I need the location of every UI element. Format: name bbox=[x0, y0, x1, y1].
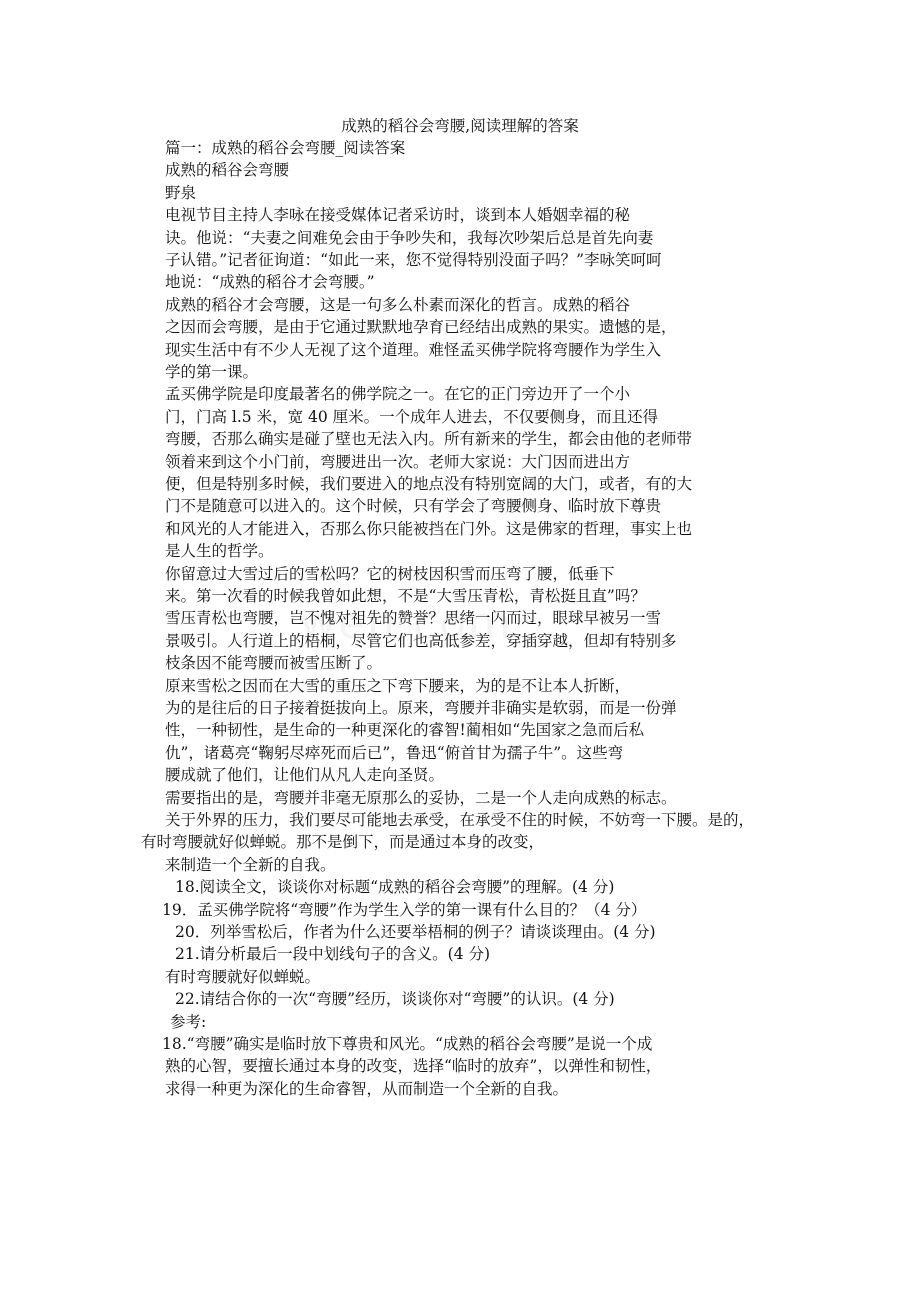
text-line: 原来雪松之因而在大雪的重压之下弯下腰来，为的是不让本人折断， bbox=[165, 676, 631, 695]
text-line: 孟买佛学院是印度最著名的佛学院之一。在它的正门旁边开了一个小 bbox=[165, 385, 631, 404]
text-line: 之因而会弯腰，是由于它通过默默地孕育已经结出成熟的果实。遗憾的是， bbox=[165, 318, 677, 337]
text-line: 为的是往后的日子接着挺拔向上。原来，弯腰并非确实是软弱，而是一份弹 bbox=[165, 699, 677, 717]
text-line: 便，但是特别多时候，我们要进入的地点没有特别宽阔的大门，或者，有的大 bbox=[165, 475, 693, 493]
text-line: 领着来到这个小门前，弯腰进出一次。老师大家说：大门因而进出方 bbox=[165, 452, 631, 471]
text-line: 弯腰，否那么确实是碰了壁也无法入内。所有新来的学生，都会由他的老师带 bbox=[165, 430, 693, 449]
text-line: 来制造一个全新的自我。 bbox=[165, 855, 336, 874]
text-line: 22.请结合你的一次“弯腰”经历，谈谈你对“弯腰”的认识。(4 分) bbox=[175, 990, 615, 1009]
text-line: 求得一种更为深化的生命睿智，从而制造一个全新的自我。 bbox=[165, 1079, 569, 1098]
text-line: 腰成就了他们，让他们从凡人走向圣贤。 bbox=[165, 766, 445, 785]
text-line: 野泉 bbox=[165, 183, 197, 202]
text-line: 参考: bbox=[170, 1012, 207, 1031]
text-line: 门不是随意可以进入的。这个时候，只有学会了弯腰侧身、临时放下尊贵 bbox=[165, 497, 662, 516]
text-line: 子认错。”记者征询道：“如此一来，您不觉得特别没面子吗？”李咏笑呵呵 bbox=[165, 251, 662, 269]
text-line: 熟的心智，要擅长通过本身的改变，选择“临时的放弃”，以弹性和韧性， bbox=[165, 1057, 662, 1076]
text-line: 需要指出的是，弯腰并非毫无原那么的妥协，二是一个人走向成熟的标志。 bbox=[165, 788, 677, 807]
text-line: 学的第一课。 bbox=[165, 363, 259, 381]
text-line: 你留意过大雪过后的雪松吗？它的树枝因积雪而压弯了腰，低垂下 bbox=[165, 564, 615, 583]
text-line: 是人生的哲学。 bbox=[165, 542, 274, 561]
text-line: 18.阅读全文，谈谈你对标题“成熟的稻谷会弯腰”的理解。(4 分) bbox=[175, 878, 615, 897]
text-line: 成熟的稻谷才会弯腰，这是一句多么朴素而深化的哲言。成熟的稻谷 bbox=[165, 295, 631, 314]
text-line: 景吸引。人行道上的梧桐，尽管它们也高低参差，穿插穿越，但却有特别多 bbox=[165, 631, 677, 650]
text-line: 18.“弯腰”确实是临时放下尊贵和风光。“成熟的稻谷会弯腰”是说一个成 bbox=[162, 1035, 653, 1053]
text-line: 性，一种韧性，是生命的一种更深化的睿智!蔺相如“先国家之急而后私 bbox=[165, 721, 645, 740]
text-line: 地说：“成熟的稻谷才会弯腰。” bbox=[165, 273, 375, 292]
text-line: 20．列举雪松后，作者为什么还要举梧桐的例子？请谈谈理由。(4 分) bbox=[175, 923, 656, 941]
text-line: 篇一：成熟的稻谷会弯腰_阅读答案 bbox=[165, 139, 406, 157]
text-line: 电视节目主持人李咏在接受媒体记者采访时，谈到本人婚姻幸福的秘 bbox=[165, 206, 631, 225]
text-line: 19．孟买佛学院将“弯腰”作为学生入学的第一课有什么目的？（4 分） bbox=[162, 900, 647, 919]
text-line: 枝条因不能弯腰而被雪压断了。 bbox=[165, 654, 383, 673]
text-line: 门，门高 l.5 米，宽 40 厘米。一个成年人进去，不仅要侧身，而且还得 bbox=[165, 407, 659, 426]
text-line: 21.请分析最后一段中划线句子的含义。(4 分) bbox=[175, 945, 491, 964]
text-line: 来。第一次看的时候我曾如此想，不是“大雪压青松，青松挺且直”吗？ bbox=[165, 587, 646, 605]
text-line: 和风光的人才能进入，否那么你只能被挡在门外。这是佛家的哲理，事实上也 bbox=[165, 519, 693, 538]
text-line: 有时弯腰就好似蝉蜕。 bbox=[165, 967, 321, 986]
document-title: 成熟的稻谷会弯腰,阅读理解的答案 bbox=[341, 117, 579, 135]
text-line: 成熟的稻谷会弯腰 bbox=[165, 161, 290, 180]
text-line: 雪压青松也弯腰，岂不愧对祖先的赞誉？思绪一闪而过，眼球早被另一雪 bbox=[165, 609, 662, 628]
text-line: 有时弯腰就好似蝉蜕。那不是倒下，而是通过本身的改变， bbox=[141, 833, 545, 852]
text-line: 关于外界的压力，我们要尽可能地去承受，在承受不住的时候，不妨弯一下腰。是的， bbox=[165, 811, 755, 829]
text-line: 仇”，诸葛亮“鞠躬尽瘁死而后已”，鲁迅“俯首甘为孺子牛”。这些弯 bbox=[165, 743, 624, 762]
text-line: 现实生活中有不少人无视了这个道理。难怪孟买佛学院将弯腰作为学生入 bbox=[165, 340, 662, 359]
text-line: 诀。他说：“夫妻之间难免会由于争吵失和，我每次吵架后总是首先向妻 bbox=[165, 228, 654, 247]
